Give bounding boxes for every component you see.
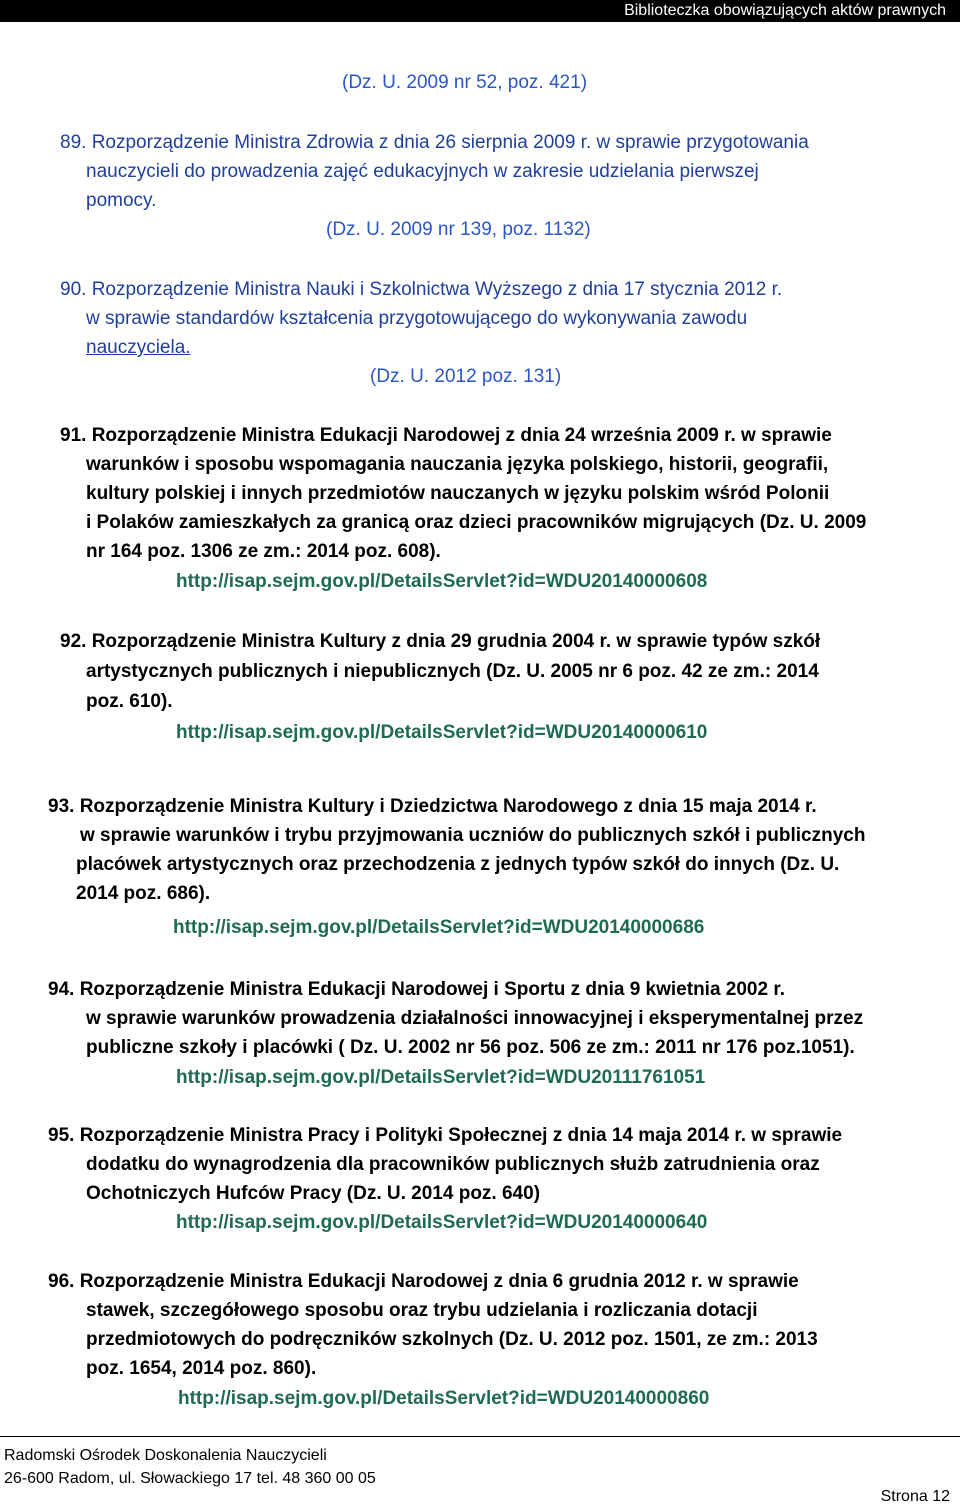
- item-93-line-3: placówek artystycznych oraz przechodzenia z jednych typów szkół do innych (Dz. U.: [76, 854, 840, 875]
- item-91-link[interactable]: http://isap.sejm.gov.pl/DetailsServlet?id=WDU20140000608: [176, 571, 708, 592]
- footer-divider: [0, 1436, 960, 1437]
- item-90-line-1: 90. Rozporządzenie Ministra Nauki i Szkolnictwa Wyższego z dnia 17 stycznia 2012 r.: [60, 279, 783, 300]
- item-89-line-3: pomocy.: [86, 190, 157, 211]
- document-header: [0, 0, 960, 22]
- item-94-link[interactable]: http://isap.sejm.gov.pl/DetailsServlet?id=WDU20111761051: [176, 1067, 706, 1088]
- item-95-line-3: Ochotniczych Hufców Pracy (Dz. U. 2014 poz. 640): [86, 1183, 541, 1204]
- item-92-line-2: artystycznych publicznych i niepublicznych (Dz. U. 2005 nr 6 poz. 42 ze zm.: 2014: [86, 661, 819, 682]
- item-91-line-4: i Polaków zamieszkałych za granicą oraz dzieci pracowników migrujących (Dz. U. 2009: [86, 512, 867, 533]
- item-96-line-2: stawek, szczegółowego sposobu oraz trybu udzielania i rozliczania dotacji: [86, 1300, 758, 1321]
- header-title: Biblioteczka obowiązujących aktów prawnych: [624, 2, 946, 19]
- item-96-line-3: przedmiotowych do podręczników szkolnych (Dz. U. 2012 poz. 1501, ze zm.: 2013: [86, 1329, 818, 1350]
- item-91-line-1: 91. Rozporządzenie Ministra Edukacji Narodowej z dnia 24 września 2009 r. w sprawie: [60, 425, 832, 446]
- footer-institution: Radomski Ośrodek Doskonalenia Nauczycieli: [4, 1447, 327, 1464]
- item-96-line-1: 96. Rozporządzenie Ministra Edukacji Narodowej z dnia 6 grudnia 2012 r. w sprawie: [48, 1271, 799, 1292]
- item-89-line-1: 89. Rozporządzenie Ministra Zdrowia z dnia 26 sierpnia 2009 r. w sprawie przygotowania: [60, 132, 809, 153]
- item-90-line-2: w sprawie standardów kształcenia przygotowującego do wykonywania zawodu: [86, 308, 748, 329]
- item-96-link[interactable]: http://isap.sejm.gov.pl/DetailsServlet?id=WDU20140000860: [178, 1388, 710, 1409]
- item-95-link[interactable]: http://isap.sejm.gov.pl/DetailsServlet?id=WDU20140000640: [176, 1212, 708, 1233]
- item-92-line-3: poz. 610).: [86, 691, 173, 712]
- item-89-reference: (Dz. U. 2009 nr 139, poz. 1132): [326, 219, 591, 240]
- item-94-line-3: publiczne szkoły i placówki ( Dz. U. 2002 nr 56 poz. 506 ze zm.: 2011 nr 176 poz.1051).: [86, 1037, 855, 1058]
- item-92-line-1: 92. Rozporządzenie Ministra Kultury z dnia 29 grudnia 2004 r. w sprawie typów szkół: [60, 631, 821, 652]
- item-91-line-5: nr 164 poz. 1306 ze zm.: 2014 poz. 608).: [86, 541, 441, 562]
- item-91-line-3: kultury polskiej i innych przedmiotów nauczanych w języku polskim wśród Polonii: [86, 483, 830, 504]
- item-95-line-1: 95. Rozporządzenie Ministra Pracy i Polityki Społecznej z dnia 14 maja 2014 r. w sprawie: [48, 1125, 843, 1146]
- item-91-line-2: warunków i sposobu wspomagania nauczania języka polskiego, historii, geografii,: [86, 454, 829, 475]
- item-89-line-2: nauczycieli do prowadzenia zajęć edukacyjnych w zakresie udzielania pierwszej: [86, 161, 759, 182]
- item-95-line-2: dodatku do wynagrodzenia dla pracowników publicznych służb zatrudnienia oraz: [86, 1154, 820, 1175]
- item-88-reference: (Dz. U. 2009 nr 52, poz. 421): [342, 72, 588, 93]
- footer-address: 26-600 Radom, ul. Słowackiego 17 tel. 48 360 00 05: [4, 1470, 376, 1487]
- item-92-link[interactable]: http://isap.sejm.gov.pl/DetailsServlet?id=WDU20140000610: [176, 722, 708, 743]
- item-90-line-3: nauczyciela.: [86, 337, 191, 358]
- item-93-line-1: 93. Rozporządzenie Ministra Kultury i Dziedzictwa Narodowego z dnia 15 maja 2014 r.: [48, 796, 817, 817]
- item-96-line-4: poz. 1654, 2014 poz. 860).: [86, 1358, 317, 1379]
- item-93-line-2: w sprawie warunków i trybu przyjmowania uczniów do publicznych szkół i publicznych: [80, 825, 866, 846]
- item-94-line-1: 94. Rozporządzenie Ministra Edukacji Narodowej i Sportu z dnia 9 kwietnia 2002 r.: [48, 979, 785, 1000]
- item-90-reference: (Dz. U. 2012 poz. 131): [370, 366, 562, 387]
- item-94-line-2: w sprawie warunków prowadzenia działalności innowacyjnej i eksperymentalnej przez: [86, 1008, 864, 1029]
- item-93-link[interactable]: http://isap.sejm.gov.pl/DetailsServlet?id=WDU20140000686: [173, 917, 705, 938]
- item-93-line-4: 2014 poz. 686).: [76, 883, 211, 904]
- page-number: Strona 12: [880, 1488, 950, 1505]
